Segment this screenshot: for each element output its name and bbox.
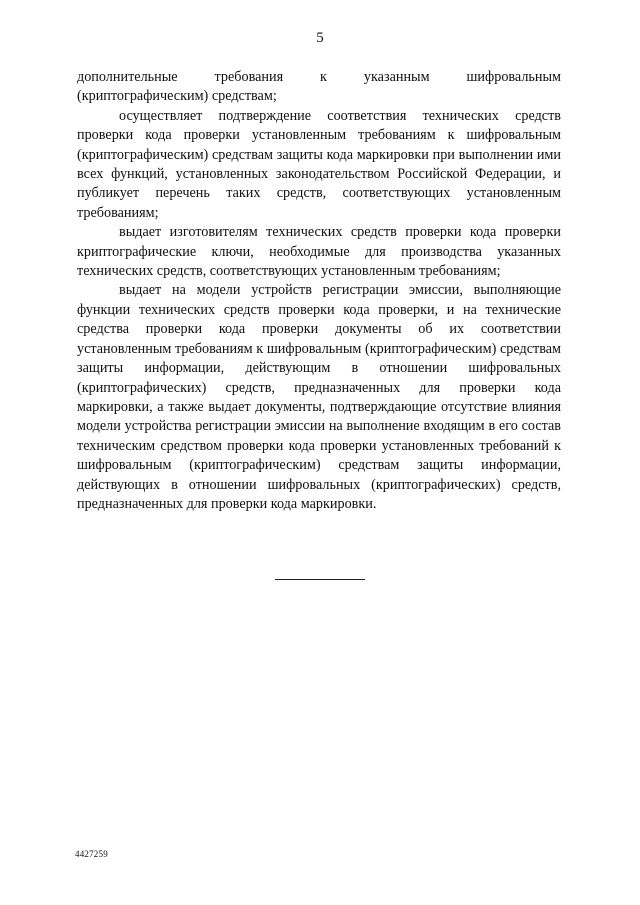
paragraph-continuation-rest: (криптографическим) средствам; [77, 88, 277, 105]
paragraph-confirmation: осуществляет подтверждение соответствия технических средств проверки кода проверки установленным требованиям к шифровальным (криптографическим) средствам защиты кода маркировки при выполнении ими всех функций, установленных законодательством Российской Федерации, и публикует перечень таких средств, соответствующих установленным требованиям; [77, 107, 561, 221]
paragraph-continuation-line1: дополнительные требования к указанным шифровальным [77, 69, 561, 85]
paragraph-keys: выдает изготовителям технических средств проверки кода проверки криптографические ключи, необходимые для производства указанных технических средств, соответствующих установленным требованиям; [77, 224, 561, 280]
document-code: 4427259 [75, 849, 108, 859]
page-number: 5 [316, 30, 324, 46]
paragraph-continuation [77, 68, 561, 107]
paragraph-documents: выдает на модели устройств регистрации эмиссии, выполняющие функции технических средств проверки кода проверки, и на технические средства проверки кода проверки документы об их соответствии установленным требованиям к шифровальным (криптографическим) средствам защиты информации, действующим в отношении шифровальных (криптографических) средств, предназначенных для проверки кода маркировки, а также выдает документы, подтверждающие отсутствие влияния модели устройства регистрации эмиссии на выполнение входящим в его состав техническим средством проверки кода проверки установленных требований к шифровальным (криптографическим) средствам защиты информации, действующих в отношении шифровальных (криптографических) средств, предназначенных для проверки кода маркировки. [77, 282, 561, 512]
document-body [77, 68, 561, 514]
end-separator-line [275, 579, 365, 580]
